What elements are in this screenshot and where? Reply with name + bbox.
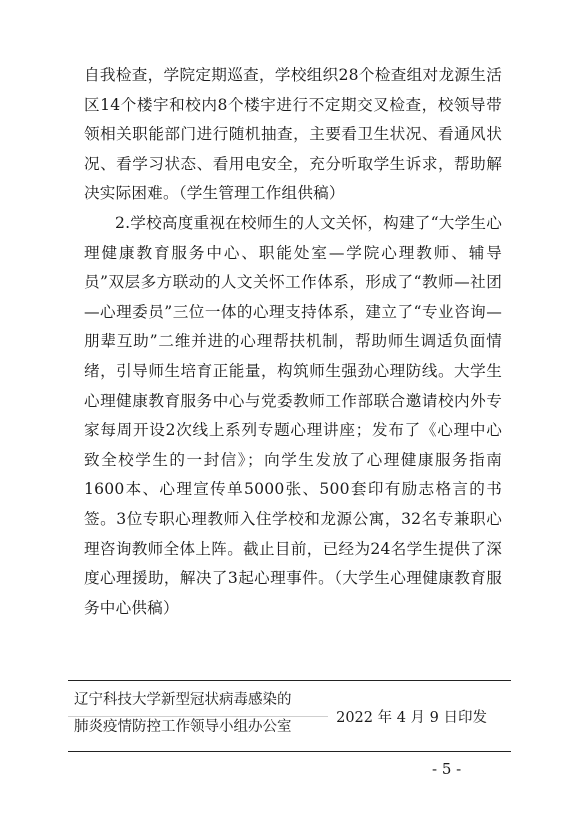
issue-date: 2022 年 4 月 9 日印发	[336, 710, 487, 726]
paragraph-2: 2.学校高度重视在校师生的人文关怀，构建了“大学生心理健康教育服务中心、职能处室—学院心理教师、辅导员”双层多方联动的人文关怀工作体系，形成了“教师—社团—心理委员”三位一体的心理支持体系，建立了“专业咨询—朋辈互助”二维并进的心理帮扶机制，帮助师生调适负面情绪，引导师生培育正能量，构筑师生强劲心理防线。大学生心理健康教育服务中心与党委教师工作部联合邀请校内外专家每周开设2次线上系列专题心理讲座；发布了《心理中心致全校学生的一封信》；向学生发放了心理健康服务指南1600本、心理宣传单5000张、500套印有励志格言的书签。3位专职心理教师入住学校和龙源公寓，32名专兼职心理咨询教师全体上阵。截止目前，已经为24名学生提供了深度心理援助，解决了3起心理事件。（大学生心理健康教育服务中心供稿）	[84, 213, 502, 617]
issuing-office-line-2: 肺炎疫情防控工作领导小组办公室	[74, 719, 292, 735]
issuance-footer	[68, 680, 511, 752]
paragraph-1: 自我检查，学院定期巡查，学校组织28个检查组对龙源生活区14个楼宇和校内8个楼宇进行不定期交叉检查，校领导带领相关职能部门进行随机抽查，主要看卫生状况、看通风状况、看学习状态、看用电安全，充分听取学生诉求，帮助解决实际困难。（学生管理工作组供稿）	[84, 66, 502, 203]
page-number: - 5 -	[432, 760, 462, 778]
issuing-office-line-1: 辽宁科技大学新型冠状病毒感染的	[74, 692, 292, 708]
document-body	[84, 61, 502, 623]
issuing-office	[74, 687, 292, 741]
